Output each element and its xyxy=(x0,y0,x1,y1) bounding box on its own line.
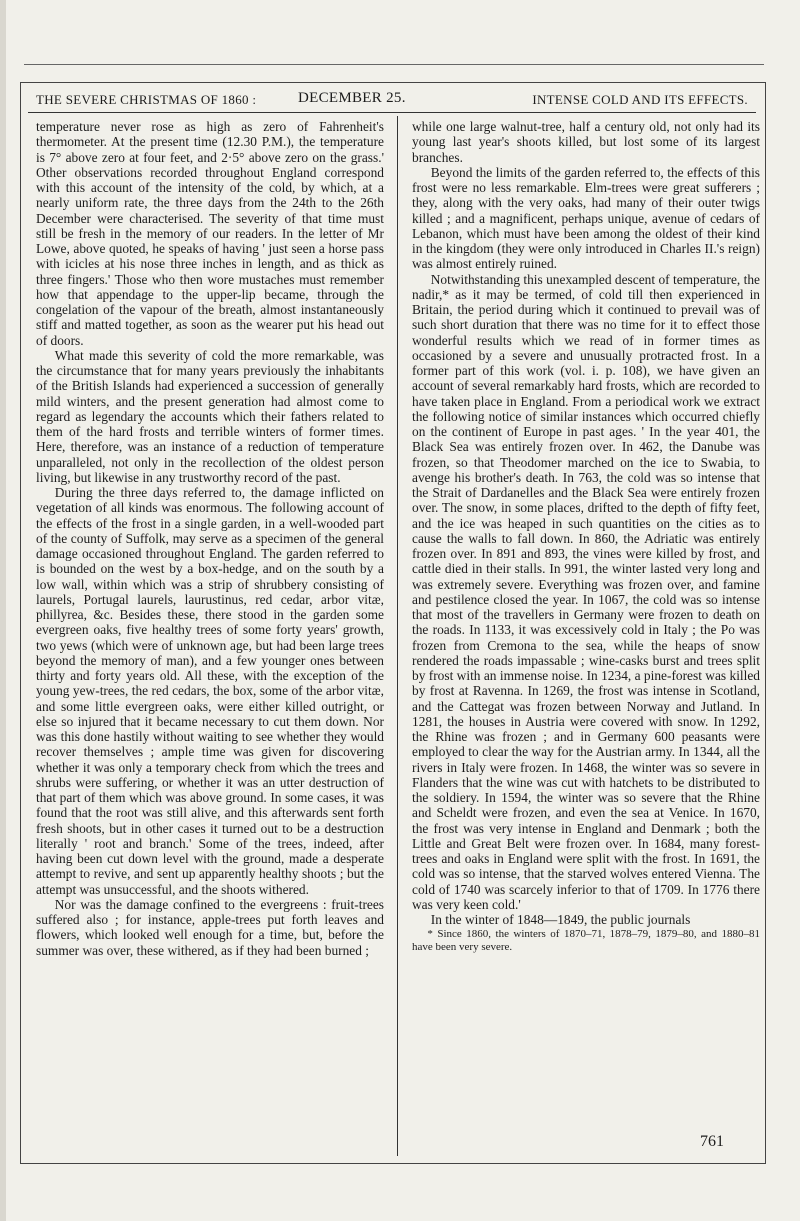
paragraph: During the three days referred to, the damage inflicted on vegetation of all kinds was enormous. The following account of the effects of the frost in a single garden, in a well-wooded part of the county of Suffolk, may serve as a specimen of the general damage occasioned throughout England. The garden referred to is bounded on the west by a box-hedge, and on the south by a low wall, within which was a strip of shrubbery consisting of laurels, Portugal laurels, laurustinus, red cedar, arbor vitæ, phillyrea, &c. Besides these, there stood in the garden some evergreen oaks, five healthy trees of some forty years' growth, two yews (which were of unknown age, but had been large trees beyond the memory of man), and a few younger ones between thirty and forty years old. All these, with the exception of the young yew-trees, the red cedars, the box, some of the arbor vitæ, and some little evergreen oaks, were either killed outright, or else so injured that it became necessary to cut them down. Nor was this done hastily without waiting to see whether they would recover themselves ; ample time was given for discovering whether it was only a temporary check from which the trees and shrubs were suffering, or whether it was an utter destruction of that part of them which was above ground. In some cases, it was found that the root was still alive, and this afterwards sent forth fresh shoots, but in other cases it turned out to be a destruction literally ' root and branch.' Some of the trees, indeed, after having been cut down level with the ground, made a desperate attempt to revive, and sent up apparently healthy shoots ; but the attempt was unsuccessful, and the shoots withered. xyxy=(36,485,384,897)
header-date: DECEMBER 25. xyxy=(298,90,406,106)
right-column xyxy=(412,119,760,1149)
left-column xyxy=(36,119,384,1149)
header-right: INTENSE COLD AND ITS EFFECTS. xyxy=(532,92,748,107)
paragraph: while one large walnut-tree, half a century old, not only had its young last year's shoots killed, but lost some of its largest branches. xyxy=(412,119,760,165)
paragraph: Nor was the damage confined to the evergreens : fruit-trees suffered also ; for instance, apple-trees put forth leaves and flowers, which looked well enough for a time, but, before the summer was over, these withered, as if they had been burned ; xyxy=(36,896,384,958)
page-edge xyxy=(0,0,6,1221)
header-left: THE SEVERE CHRISTMAS OF 1860 : xyxy=(36,92,257,107)
column-divider xyxy=(397,116,398,1156)
paragraph: What made this severity of cold the more remarkable, was the circumstance that for many years previously the inhabitants of the British Islands had experienced a succession of generally mild winters, and the present generation had almost come to regard as legendary the accounts which their fathers related to them of the hard frosts and terrible winters of former times. Here, therefore, was an instance of a reduction of temperature unparalleled, not only in the recollection of the oldest person living, but likewise in any trustworthy record of the past. xyxy=(36,347,384,485)
top-rule xyxy=(24,64,764,65)
header-rule xyxy=(28,112,756,113)
paragraph: In the winter of 1848—1849, the public journals xyxy=(430,912,691,927)
paragraph: temperature never rose as high as zero of Fahrenheit's thermometer. At the present time (12.30 P.M.), the temperature is 7° above zero at four feet, and 2·5° above zero on the grass.' Other observations recorded throughout England correspond with this account of the intensity of the cold, by which, at a nearly uniform rate, the three days from the 24th to the 26th December were characterised. The severity of that time must still be fresh in the memory of our readers. In the letter of Mr Lowe, above quoted, he speaks of having ' just seen a horse pass with icicles at his nose three inches in length, and as thick as three fingers.' Those who then wore mustaches must remember how that appendage to the upper-lip became, through the congelation of the vapour of the breath, almost instantaneously stiff and matted together, as soon as the wearer put his head out of doors. xyxy=(36,119,384,348)
paragraph: Notwithstanding this unexampled descent of temperature, the nadir,* as it may be termed, of cold till then experienced in Britain, the period during which it continued to prevail was of such short duration that there was no time for it to effect those wonderful results which we read of in former times as occasioned by a severe and unusually protracted frost. In a former part of this work (vol. i. p. 108), we have given an account of several remarkably hard frosts, which are recorded to have taken place in England. From a periodical work we extract the following notice of similar instances which occurred chiefly on the continent of Europe in past ages. ' In the year 401, the Black Sea was entirely frozen over. In 462, the Danube was frozen, so that Theodomer marched on the ice to Swabia, to avenge his brother's death. In 763, the cold was so intense that the Strait of Dardanelles and the Black Sea were entirely frozen over. The snow, in some places, drifted to the depth of fifty feet, and the ice was heaped in such quantities on the cities as to cause the walls to fall down. In 860, the Adriatic was entirely frozen over. In 891 and 893, the vines were killed by frost, and cattle died in their stalls. In 991, the winter lasted very long and was extremely severe. Everything was frozen over, and famine and pestilence closed the year. In 1067, the cold was so intense that most of the travellers in Germany were frozen to death on the roads. In 1133, it was excessively cold in Italy ; the Po was frozen from Cremona to the sea, while the heaps of snow rendered the roads impassable ; wine-casks burst and trees split by frost with an immense noise. In 1234, a pine-forest was killed by frost at Ravenna. In 1269, the frost was intense in Scotland, and the Cattegat was frozen between Norway and Jutland. In 1281, the houses in Austria were covered with snow. In 1292, the Rhine was frozen ; and in Germany 600 peasants were employed to clear the way for the Austrian army. In 1344, all the rivers in Italy were frozen. In 1468, the winter was so severe in Flanders that the wine was cut with hatchets to be distributed to the soldiery. In 1594, the winter was so severe that the Rhine and Scheldt were frozen, and even the sea at Venice. In 1670, the frost was very intense in England and Denmark ; both the Little and Great Belt were frozen over. In 1684, many forest-trees and oaks in England were split with the frost. In 1691, the cold was so intense, that the starved wolves entered Vienna. The cold of 1740 was scarcely inferior to that of 1709. In 1776 there was very keen cold.' xyxy=(412,271,760,912)
footnote: * Since 1860, the winters of 1870–71, 1878–79, 1879–80, and 1880–81 have been very severe. xyxy=(412,928,760,953)
page-number: 761 xyxy=(700,1133,724,1150)
running-header xyxy=(36,88,748,110)
paragraph: Beyond the limits of the garden referred to, the effects of this frost were no less remarkable. Elm-trees were great sufferers ; they, along with the very oaks, had many of their outer twigs killed ; and a magnificent, perhaps unique, avenue of cedars of Lebanon, which must have been among the oldest of their kind in the kingdom (they were only introduced in Charles II.'s reign) was almost entirely ruined. xyxy=(412,164,760,272)
